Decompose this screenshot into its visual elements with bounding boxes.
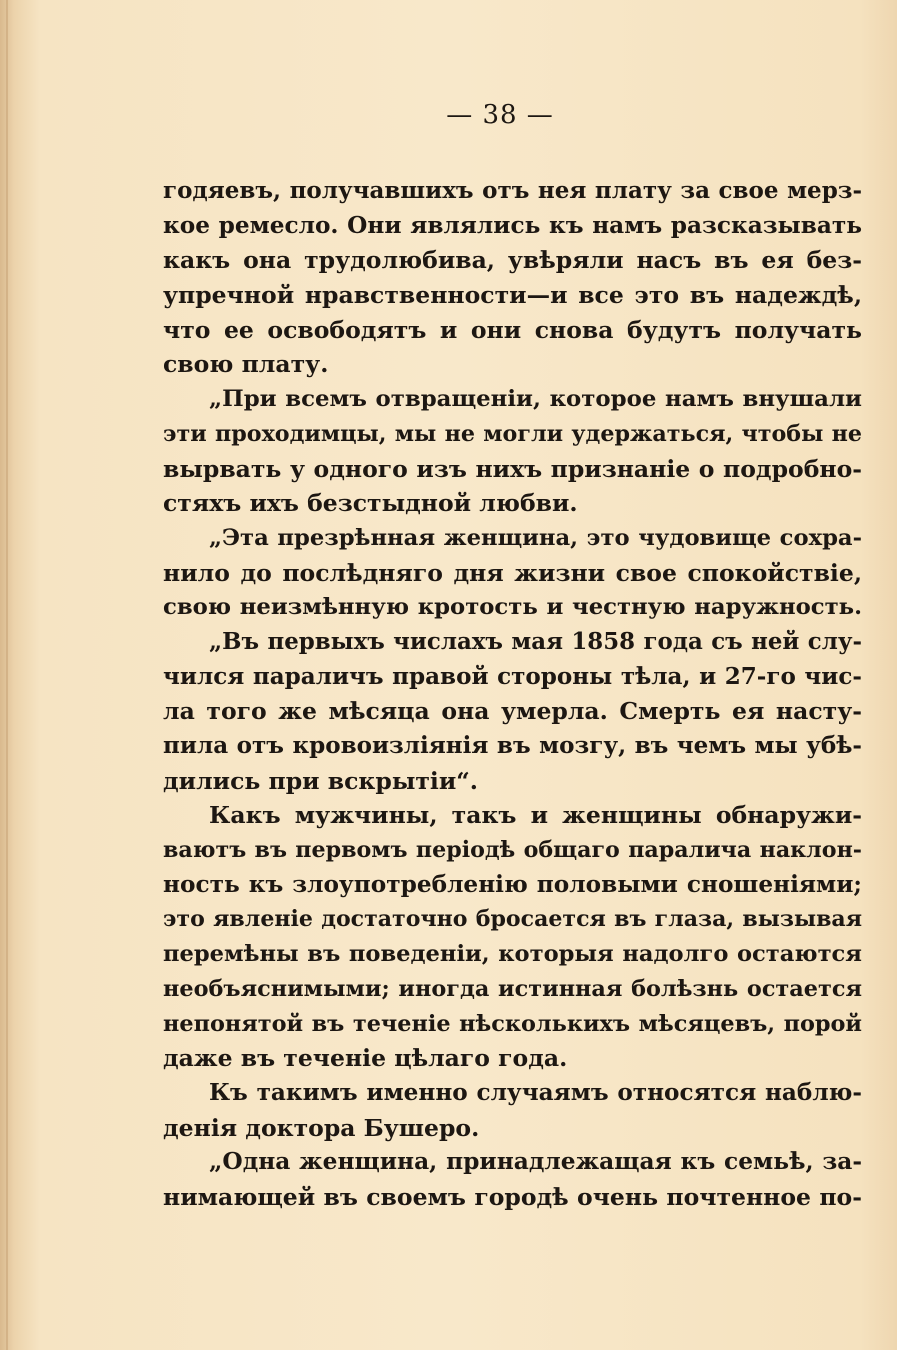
body-text bbox=[163, 174, 862, 1215]
text-line: „Эта презрѣнная женщина, это чудовище сохра- bbox=[209, 524, 862, 551]
text-line: чился параличъ правой стороны тѣла, и 27-го чис- bbox=[163, 662, 862, 690]
text-line: свою плату. bbox=[163, 350, 329, 379]
text-line: „Одна женщина, принадлежащая къ семьѣ, за- bbox=[209, 1148, 862, 1176]
page-gutter-shadow bbox=[6, 0, 8, 1350]
text-line: ность къ злоупотребленію половыми сношеніями; bbox=[163, 870, 862, 898]
text-line: стяхъ ихъ безстыдной любви. bbox=[163, 489, 578, 518]
text-line: денія доктора Бушеро. bbox=[163, 1113, 480, 1142]
page-number: — 38 — bbox=[446, 100, 554, 130]
text-line: непонятой въ теченіе нѣсколькихъ мѣсяцевъ, порой bbox=[163, 1010, 862, 1037]
text-line: Къ такимъ именно случаямъ относятся наблю- bbox=[209, 1078, 862, 1106]
text-line: свою неизмѣнную кротость и честную наружность. bbox=[163, 594, 862, 621]
text-line: упречной нравственности—и все это въ надеждѣ, bbox=[163, 281, 862, 310]
text-line: пила отъ кровоизліянія въ мозгу, въ чемъ мы убѣ- bbox=[163, 732, 862, 759]
text-line: кое ремесло. Они являлись къ намъ разсказывать bbox=[163, 211, 862, 239]
text-line: ла того же мѣсяца она умерла. Смерть ея насту- bbox=[163, 697, 862, 726]
text-line: это явленіе достаточно бросается въ глаза, вызывая bbox=[163, 906, 862, 933]
text-line: какъ она трудолюбива, увѣряли насъ въ ея без- bbox=[163, 246, 862, 275]
text-line: эти проходимцы, мы не могли удержаться, чтобы не bbox=[163, 420, 862, 447]
text-line: „При всемъ отвращеніи, которое намъ внушали bbox=[209, 386, 862, 413]
text-line: даже въ теченіе цѣлаго года. bbox=[163, 1044, 568, 1073]
text-line: вырвать у одного изъ нихъ признаніе о подробно- bbox=[163, 454, 862, 483]
text-line: перемѣны въ поведеніи, которыя надолго остаются bbox=[163, 941, 862, 968]
text-line: дились при вскрытіи“. bbox=[163, 766, 478, 795]
text-line: нимающей въ своемъ городѣ очень почтенное по- bbox=[163, 1182, 862, 1211]
text-line: годяевъ, получавшихъ отъ нея плату за свое мерз- bbox=[163, 177, 862, 204]
text-line: „Въ первыхъ числахъ мая 1858 года съ ней слу- bbox=[209, 628, 862, 655]
text-line: что ее освободятъ и они снова будутъ получать bbox=[163, 315, 862, 344]
text-line: нило до послѣдняго дня жизни свое спокойствіе, bbox=[163, 558, 862, 587]
text-line: ваютъ въ первомъ періодѣ общаго паралича наклон- bbox=[163, 837, 862, 864]
text-line: Какъ мужчины, такъ и женщины обнаружи- bbox=[209, 801, 862, 830]
text-line: необъяснимыми; иногда истинная болѣзнь остается bbox=[163, 975, 862, 1002]
